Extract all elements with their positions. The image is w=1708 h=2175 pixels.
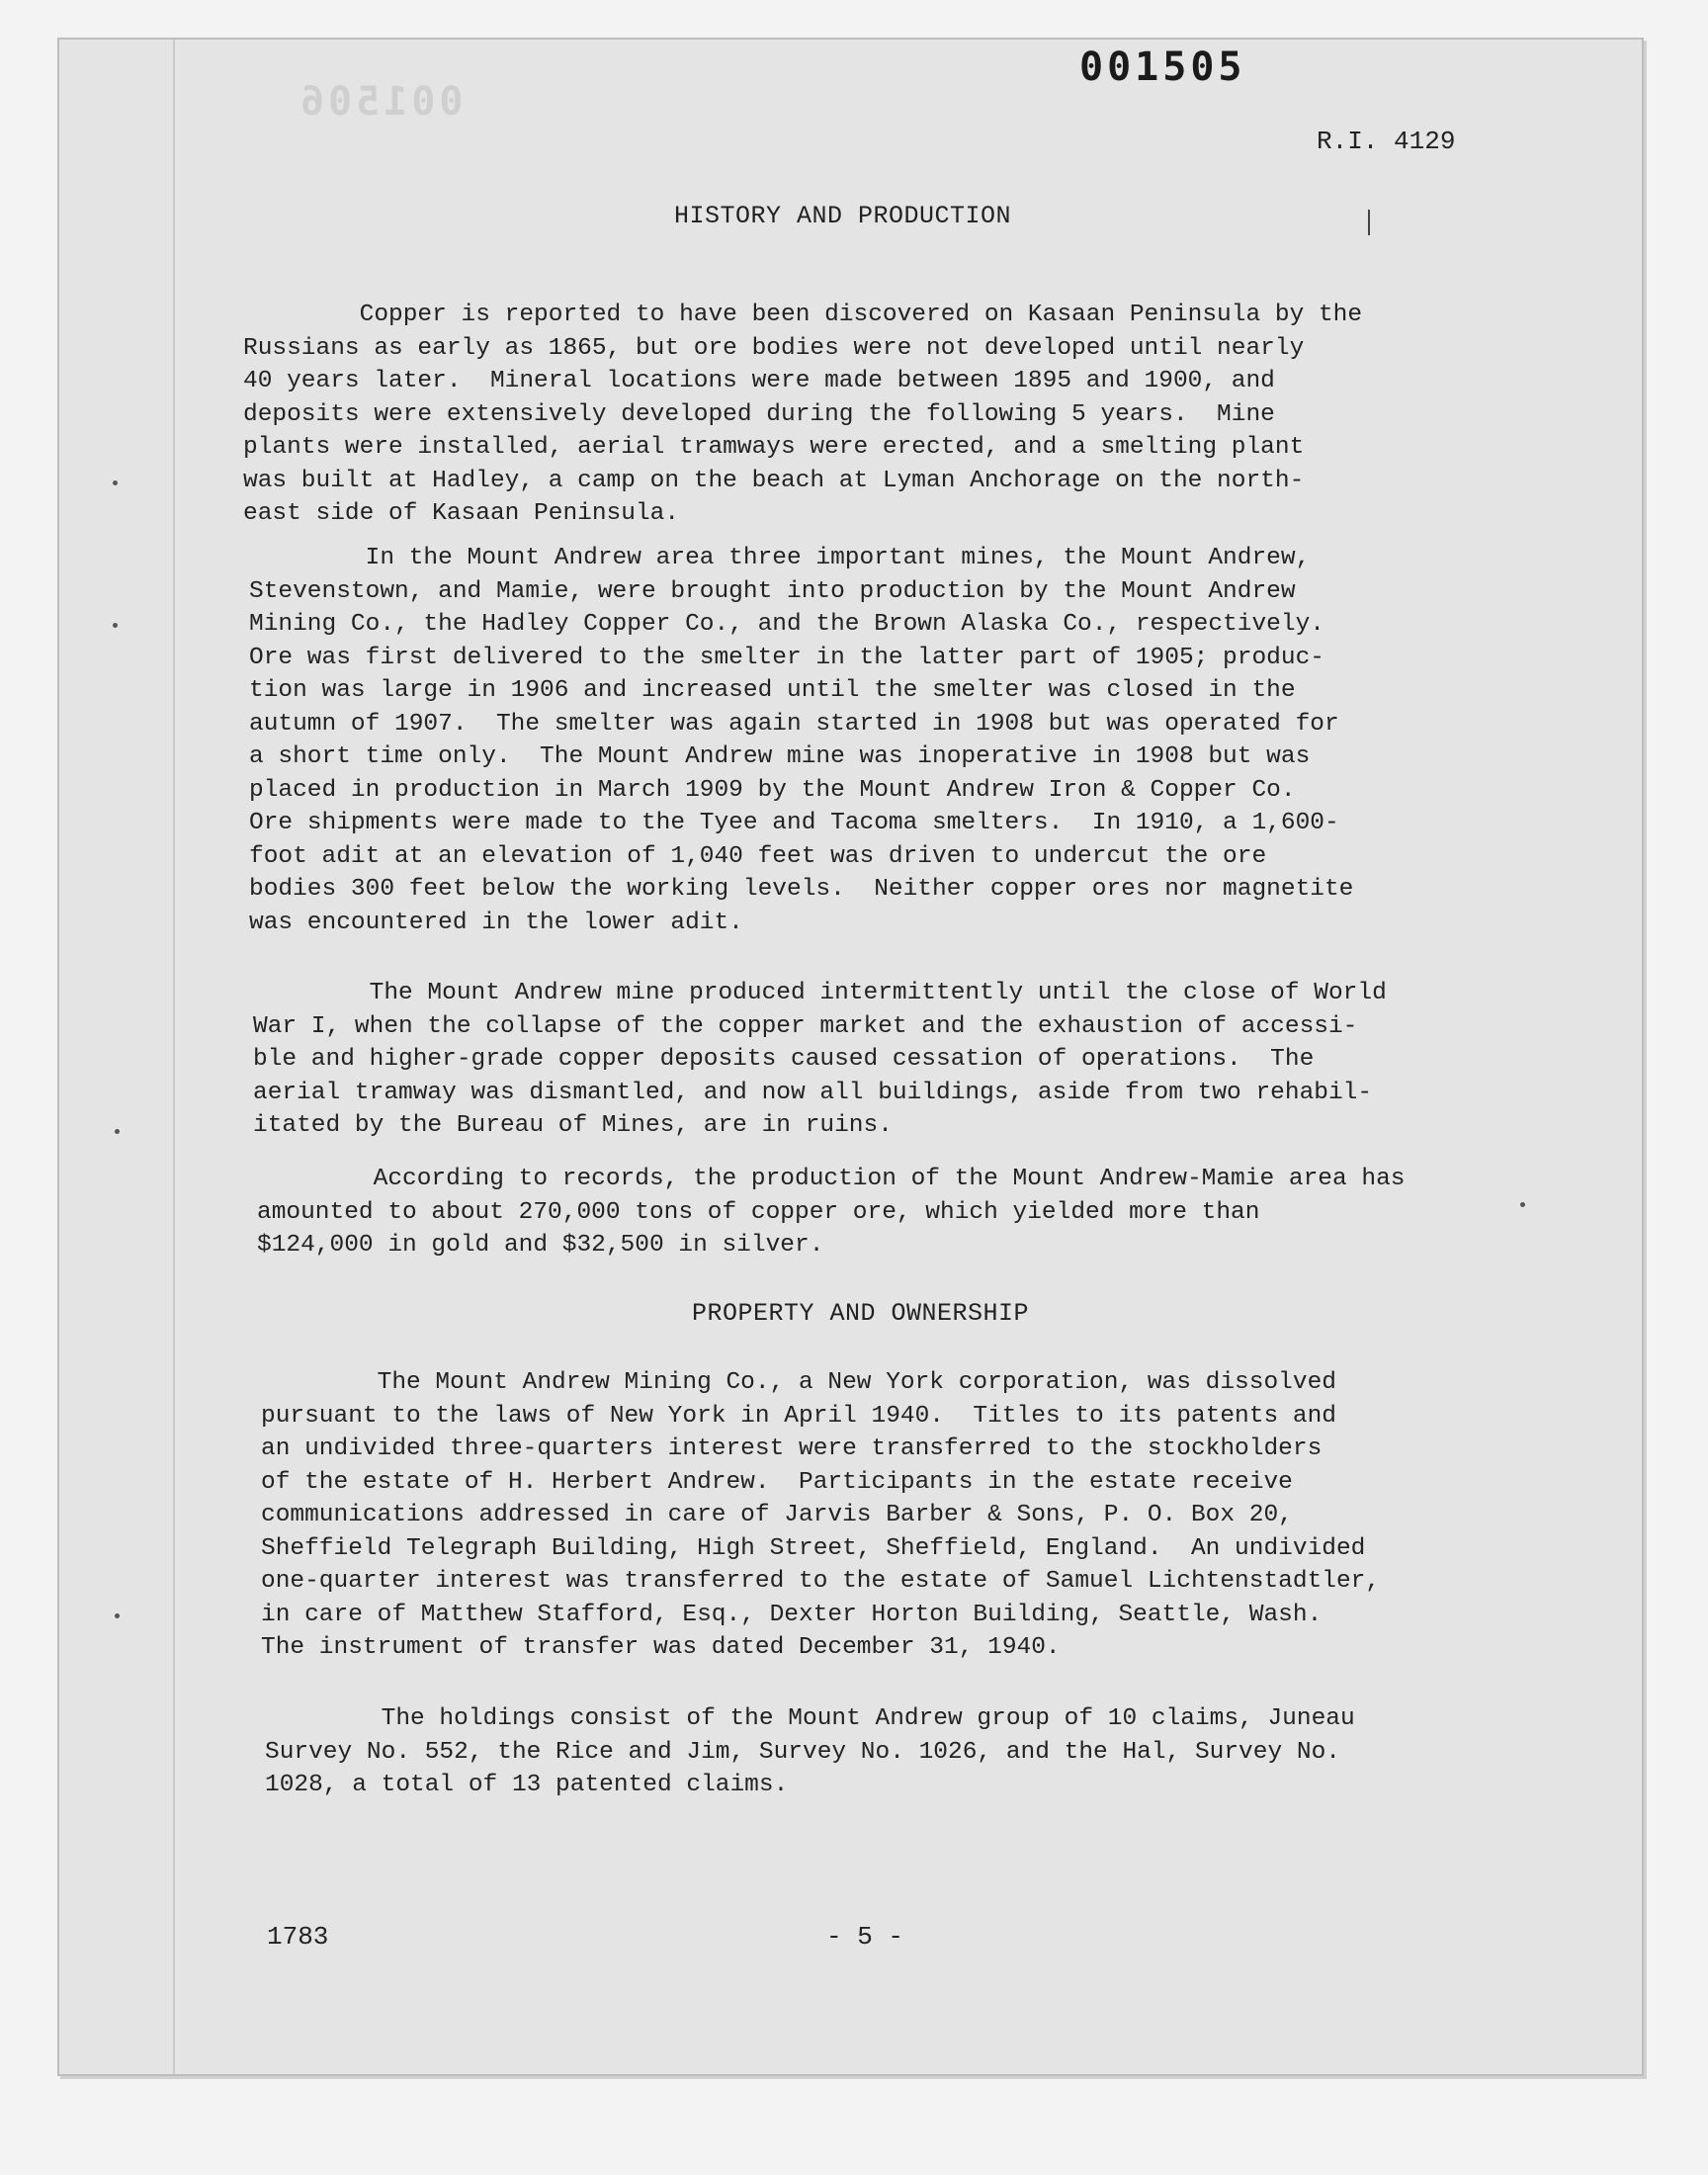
text-line: foot adit at an elevation of 1,040 feet was driven to undercut the ore [249,842,1267,870]
text-line: east side of Kasaan Peninsula. [243,500,680,527]
bleed-through-serial: 001506 [297,79,464,125]
page-margin-line [173,40,175,2074]
text-line: Stevenstown, and Mamie, were brought into production by the Mount Andrew [249,577,1296,605]
text-line: plants were installed, aerial tramways were erected, and a smelting plant [243,434,1305,461]
text-line: According to records, the production of the Mount Andrew-Mamie area has [257,1166,1406,1192]
text-line: War I, when the collapse of the copper market and the exhaustion of accessi- [253,1012,1358,1040]
document-page [57,38,1644,2076]
report-number: R.I. 4129 [1317,127,1456,156]
paragraph-history-2 [249,542,1534,939]
text-line: deposits were extensively developed during the following 5 years. Mine [243,400,1275,428]
text-line: $124,000 in gold and $32,500 in silver. [257,1232,824,1259]
text-line: of the estate of H. Herbert Andrew. Participants in the estate receive [261,1468,1293,1496]
paragraph-property-1 [261,1366,1546,1665]
text-line: aerial tramway was dismantled, and now all buildings, aside from two rehabil- [253,1079,1373,1106]
text-line: Ore was first delivered to the smelter in the latter part of 1905; produc- [249,644,1324,671]
text-line: The holdings consist of the Mount Andrew group of 10 claims, Juneau [265,1705,1355,1732]
text-line: Mining Co., the Hadley Copper Co., and the Brown Alaska Co., respectively. [249,611,1324,638]
text-line: ble and higher-grade copper deposits caused cessation of operations. The [253,1046,1315,1073]
text-line: Survey No. 552, the Rice and Jim, Survey No. 1026, and the Hal, Survey No. [265,1738,1340,1766]
scan-speck [115,1129,120,1134]
page-number: - 5 - [826,1922,904,1952]
scan-speck [115,1613,120,1618]
text-line: bodies 300 feet below the working levels. Neither copper ores nor magnetite [249,876,1354,903]
text-line: 1028, a total of 13 patented claims. [265,1772,789,1798]
text-line: in care of Matthew Stafford, Esq., Dexter Horton Building, Seattle, Wash. [261,1601,1323,1628]
text-line: a short time only. The Mount Andrew mine was inoperative in 1908 but was [249,743,1311,770]
text-line: Sheffield Telegraph Building, High Street, Sheffield, England. An undivided [261,1534,1366,1562]
scan-speck [113,623,118,628]
scan-speck [1520,1202,1525,1207]
serial-number-stamp: 001505 [1079,44,1246,90]
text-line: Ore shipments were made to the Tyee and Tacoma smelters. In 1910, a 1,600- [249,810,1339,836]
text-line: Russians as early as 1865, but ore bodies were not developed until nearly [243,334,1305,362]
text-line: 40 years later. Mineral locations were made between 1895 and 1900, and [243,368,1275,394]
text-line: Copper is reported to have been discovered on Kasaan Peninsula by the [243,302,1363,328]
paragraph-history-4 [257,1163,1542,1262]
margin-tick-mark [1368,210,1370,235]
text-line: placed in production in March 1909 by the Mount Andrew Iron & Copper Co. [249,776,1296,804]
text-line: communications addressed in care of Jarvis Barber & Sons, P. O. Box 20, [261,1502,1293,1528]
text-line: The Mount Andrew mine produced intermittently until the close of World [253,980,1387,1006]
text-line: amounted to about 270,000 tons of copper ore, which yielded more than [257,1198,1260,1226]
text-line: an undivided three-quarters interest were transferred to the stockholders [261,1436,1323,1462]
text-line: The instrument of transfer was dated December 31, 1940. [261,1634,1061,1661]
section-heading-property: PROPERTY AND OWNERSHIP [692,1299,1030,1328]
text-line: was built at Hadley, a camp on the beach at Lyman Anchorage on the north- [243,467,1305,494]
text-line: The Mount Andrew Mining Co., a New York corporation, was dissolved [261,1369,1336,1396]
text-line: was encountered in the lower adit. [249,909,743,936]
paragraph-property-2 [265,1702,1550,1802]
section-heading-history: HISTORY AND PRODUCTION [674,202,1012,230]
scan-speck [113,480,118,485]
text-line: one-quarter interest was transferred to the estate of Samuel Lichtenstadtler, [261,1568,1381,1595]
text-line: itated by the Bureau of Mines, are in ruins. [253,1112,893,1139]
paragraph-history-3 [253,977,1538,1143]
text-line: pursuant to the laws of New York in April 1940. Titles to its patents and [261,1402,1336,1430]
paragraph-history-1 [243,299,1528,531]
text-line: autumn of 1907. The smelter was again started in 1908 but was operated for [249,710,1339,738]
text-line: tion was large in 1906 and increased until the smelter was closed in the [249,677,1296,704]
document-number: 1783 [267,1922,329,1952]
text-line: In the Mount Andrew area three important mines, the Mount Andrew, [249,545,1311,571]
